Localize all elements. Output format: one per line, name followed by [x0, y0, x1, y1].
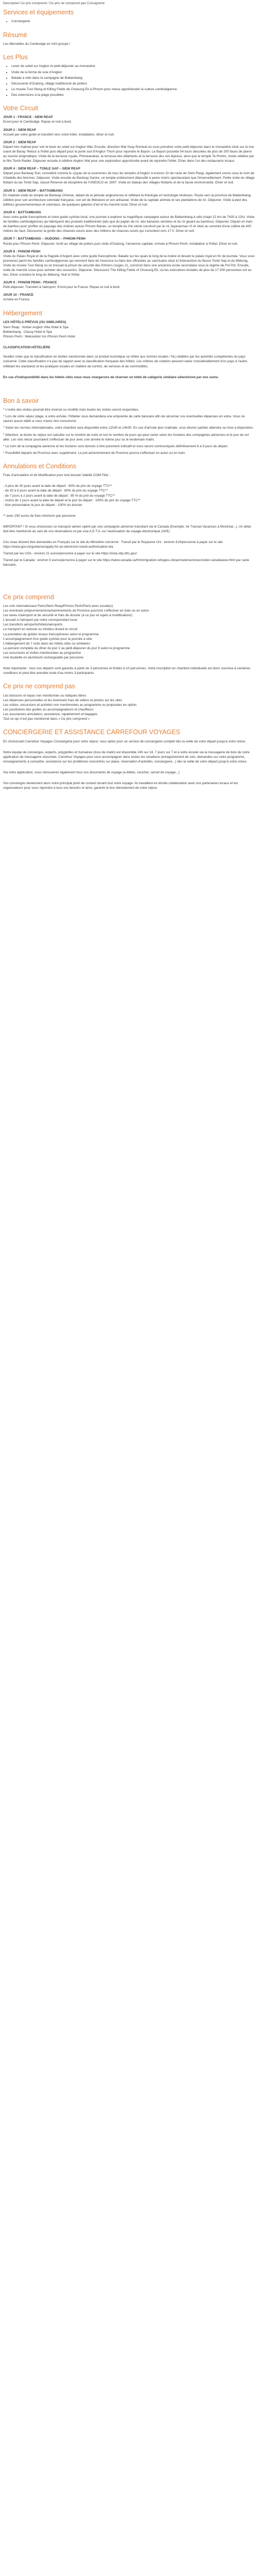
services-title: Services et équipements	[3, 9, 74, 16]
classification-text: Veuillez noter que la classification en étoiles mentionnée dans ce produit touristique se réfère aux normes locales / NL) établies par les autorités compétentes du pays concerné. Cette classification n'a pas de rapport avec la classification française des hôtels. Les critères de notation peuvent varier considérablement d'un pays à l'autre, reflétant les standards et les pratiques locales en matière de confort, de services et de commodités.	[3, 355, 248, 368]
circuit-day	[3, 249, 255, 278]
hebergement-section	[3, 310, 255, 380]
day-title: JOUR 1 : FRANCE - SIEM REAP	[3, 115, 53, 120]
services-section	[3, 9, 255, 24]
classification-bold: En cas d'indisponibilité dans les hôtels cités nous nous chargerons de réserver un hôtel de catégorie similaire sélectionné par nos soins.	[3, 375, 219, 379]
prix-ne-comprend-item: Les visites, excursions et activités non mentionnées au programme ou proposées en option	[3, 703, 137, 707]
prix-ne-comprend-item: Les pourboires des guides ou accompagnateurs et chauffeurs	[3, 707, 94, 711]
plus-list	[3, 64, 255, 97]
day-title: JOUR 9 : PHNOM PENH - FRANCE	[3, 281, 57, 285]
plus-item: • Découverte d'Oudong, village traditionnel de potiers	[11, 81, 255, 86]
circuit-day	[3, 280, 255, 290]
day-text: Petit-déjeuner. Transfert à l'aéroport. Envol pour la France. Repas et nuit à bord.	[3, 285, 121, 290]
day-title: JOUR 2 : SIEM REAP	[3, 128, 36, 132]
day-title: JOUR 6 : BATTAMBANG	[3, 210, 41, 214]
annulations-section	[3, 463, 255, 568]
prix-comprend-item: La prestation de guides locaux francophones selon le programme	[3, 632, 99, 636]
hotel-item: Battambang : Classy Hotel & Spa	[3, 330, 52, 334]
circuit-section	[3, 105, 255, 302]
day-text: Avec votre guide francophone et notre guide cycliste local, une journée à explorer la magnifique campagne autour de Battambang à vélo (trajet 22 km de 7h30 à 12h). Visite de familles cambodgiennes qui fabriquent des produits traditionnels (tels que du papier de riz, des bananes séchées et du riz gluant au bambou). Déjeuner. Départ en train de bambou pour profiter du paysage des rizières autour Phnom Banan, un temple du XIe siècle construit par le roi Jayavarman VI et situé au sommet d'une colline de 400 mètres de haut. Découvrez la grotte des chauves-souris avec des millions de chauves-souris qui s'envolent vers 17 h. Dîner et nuit.	[3, 215, 255, 233]
services-list	[3, 19, 255, 24]
day-text: Arrivée en France.	[3, 298, 30, 302]
resume-section	[3, 31, 255, 46]
prix-ne-comprend-item: Les boissons et repas non mentionnés ou indiqués libres	[3, 693, 86, 698]
plus-title: Les Plus	[3, 54, 28, 61]
bonsavoir-paragraph: * L'ordre des visites pourrait être inversé ou modifié mais toutes les visites seront respectées.	[3, 408, 139, 412]
annulations-line: - de 7 jours à 2 jours avant la date de départ : 95 % du prix du voyage TTC**	[3, 494, 115, 498]
bonsavoir-paragraph: * Lors de votre séjour plage, à votre arrivée, l'hôtelier vous demandera une empreinte de carte bancaire afin de sécuriser vos éventuelles dépenses en extra. Vous ne saurez aucun débit si vous n'avez rien consommé.	[3, 415, 245, 423]
day-title: JOUR 10 : FRANCE	[3, 293, 34, 297]
plus-item: • Visite de la ferme de soie d'Angkor	[11, 70, 255, 75]
hotels-heading: LES HÔTELS PRÉVUS (OU SIMILAIRES)	[3, 320, 67, 324]
services-item: • Conciergerie	[11, 19, 255, 24]
bonsavoir-paragraph: * Selon les normes internationales, votre chambre sera disponible entre 12h30 et 14h00. En cas d'arrivée plus matinale, vous devrez partiels attendre sa mise à disposition.	[3, 426, 254, 430]
prix-comprend-item: Les taxes d'aéroport et de sécurité et frais de dossier (à ce jour et sujets à modifications)	[3, 614, 133, 618]
bonsavoir-paragraph: * Possibilité départs de Province avec supplément. Le pré-acheminement de Province pourra s'effectuer en avion ou en train.	[3, 451, 186, 455]
annulations-line: - de 30 à 8 jours avant la date de départ : 80% du prix du voyage TTC**	[3, 489, 108, 493]
plus-item: • Des extensions à la plage possibles	[11, 93, 255, 97]
classification-heading: CLASSIFICATION HÔTELIÈRE	[3, 346, 51, 350]
conciergerie-paragraph: Via votre application, vous retrouverez également tous vos documents de voyage (e-billets, voucher, carnet de voyage...)	[3, 770, 180, 774]
annulations-line: - moins de 1 jours avant la date de départ et le jour du départ : 100% du prix du voyage TTC**	[3, 498, 140, 502]
day-text: Accueil par votre guide et transfert vers votre hôtel. Installation, dîner et nuit.	[3, 132, 115, 137]
day-title: JOUR 4 : SIEM REAP – TONLE SAP – SIEM REAP	[3, 167, 80, 171]
day-title: JOUR 2 : SIEM REAP	[3, 140, 36, 144]
plus-item: • Balade à vélo dans la campagne de Battambang	[11, 76, 255, 80]
bonsavoir-paragraph: * Le nom de la compagnie aérienne et les horaires sont donnés à titre purement indicatif et vous seront communiqués définitivement 6 à 8 jours du départ.	[3, 444, 229, 448]
annulations-paragraph: Transit par les USA : environ 21 euros/personne à payer sur le site https://esta.cbp.dhs.gov/	[3, 552, 137, 556]
circuit-day	[3, 293, 255, 302]
prix-comprend-title: Ce prix comprend	[3, 593, 54, 601]
circuit-title: Votre Circuit	[3, 104, 39, 112]
annulations-paragraph: Transit par le Canada : environ 5 euros/personne à payer sur le site https://www.canada.ca/fr/immigration-refugies-citoyennete/services/visiter-canada/ave.html par carte bancaire.	[3, 558, 249, 567]
prix-ne-comprend-title: Ce prix ne comprend pas	[3, 683, 75, 690]
annulations-paragraph: Ces visas doivent être demandés en Français sur le site du Ministère concerné : Transit par le Royaume Uni : environ £16/personne à payer sur le site https://www.gov.uk/guidance/apply-for-an-electronic-travel-authorisation-eta	[3, 540, 223, 549]
annulations-note: ** avec 250 euros de frais minimum par personne	[3, 514, 76, 518]
hebergement-title: Hébergement	[3, 309, 42, 317]
prix-ne-comprend-item: Tout ce qui n'est pas mentionné dans « Ce prix comprend »	[3, 717, 90, 721]
prix-ne-comprend-item: Les assurances annulation, assistance, rapatriement et bagages	[3, 713, 98, 716]
prix-comprend-item: Le transport en autocar ou minibus durant le circuit	[3, 628, 77, 632]
circuit-day	[3, 128, 255, 137]
day-text: Visite du Palais Royal et de la Pagode d'Argent avec votre guide francophone. Balade sur les quais le long de la rivière et devant le palais royal en fin de journée. Vous vous promenez parmi les familles cambodgiennes qui viennent faire de l'exercice ou faire des offrandes au sanctuaire situé à l'intersection du fleuve Tonlé Sap et du Mékong. Visite du musée Tuol Sleng où se trouvait la prison de sécurité des Khmers rouges 21, construit dans une ancienne école secondaire sous le régime de Pol Pot. Ensuite, visite du marché russe pour acheter des souvenirs. Déjeuner. Découvrez The Killing Fields of Choeung Ek, où les exécutions brutales de plus de 17 000 personnes ont eu lieu. Dîner croisière le long du Mékong. Nuit à l'hôtel.	[3, 254, 255, 277]
conciergerie-paragraph: Vos concierges deviennent alors votre principal point de contact durant tout votre voyage. Ils travaillent en étroite collaboration avec nos partenaires locaux et les organisateurs pour vous répondre à tous vos besoins et ainsi, garantir le bon déroulement de votre séjour.	[3, 782, 238, 790]
circuit-day	[3, 166, 255, 185]
hotel-item: Siem Reap : Amber Angkor Villa Hotel & Spa	[3, 326, 69, 329]
prix-comprend-item: Les éventuels préjournements/acheminements de Province pourront s'effectuer en train ou en avion.	[3, 609, 150, 613]
annulations-paragraph: Frais d'annulation et de Modification pour tout dossier Valetté COM Fête :	[3, 473, 110, 478]
plus-item: • Le musée Tuol Sleng et Killing Fields de Choeung Ek à Phnom pour mieux appréhender la culture cambodgienne	[11, 87, 255, 92]
plus-section	[3, 54, 255, 97]
prix-comprend-item: La pension complète du dîner du jour 2 au petit-déjeuner du jour 9 selon le programme	[3, 646, 130, 650]
prix-comprend-section	[3, 594, 255, 676]
day-title: JOUR 5 : SIEM REAP – BATTAMBANG	[3, 189, 63, 193]
conciergerie-section	[3, 728, 255, 790]
circuit-day	[3, 140, 255, 163]
plus-item: • Lever de soleil sur Angkor et petit-déjeuner au monastère	[11, 64, 255, 69]
day-text: Envol pour le Cambodge. Repas et nuit à bord.	[3, 120, 72, 124]
annulations-title: Annulations et Conditions	[3, 462, 76, 470]
circuit-day	[3, 115, 255, 124]
breadcrumb: Description Ce prix comprend / Ce prix ne comprend pas Consignerie	[3, 2, 105, 5]
annulations-line: - Non présentation le jour du départ : 100% du dossier	[3, 503, 83, 507]
circuit-day	[3, 189, 255, 207]
bonsavoir-title: Bon à savoir	[3, 397, 39, 404]
annulations-important: IMPORTANT ! Si vous choisissiez un transport aérien opéré par une compagnie aérienne transitant via le Canada (Exemple: Air Transat Vacances à Montréal...). Un délai doit être mentionné au sein de vos réservations et par visa A.E.T.A.-ou l'autorisation de voyage électronique (AVE).	[3, 524, 251, 533]
circuit-day	[3, 210, 255, 233]
conciergerie-paragraph: En choisissant Carrefour Voyages Conciergerie pour votre séjour, vous optez pour un service de conciergerie complet dès la veille de votre départ jusqu'à votre retour.	[3, 739, 246, 743]
resume-text: Les Merveilles du Cambodge en mini groupe !	[3, 42, 71, 46]
conciergerie-title: CONCIERGERIE ET ASSISTANCE CARREFOUR VOYAGES	[3, 728, 181, 736]
resume-title: Résumé	[3, 31, 27, 39]
prix-comprend-note: Note importante : tous nos départs sont garantis à partir de 3 personnes et limités à 10 personnes. Votre inscription en chambre individuelle est donc soumise à certaines conditions et peut être annulée toute d'au moins 3 participants.	[3, 667, 251, 675]
prix-comprend-item: Les transferts aéroports/hôtels/aéroports	[3, 623, 63, 627]
day-title: JOUR 8 : PHNOM PENH	[3, 249, 41, 253]
prix-comprend-item: Une bouteille en aluminium rechargeable par personne	[3, 655, 84, 659]
prix-comprend-item: L'accompagnement d'un guide cycliste pour la journée à vélo	[3, 637, 92, 641]
day-text: Départ pour Banteay Srei, considéré comme le «joyau de la couronne» de tous les temples d'Angkor à environ 1h de route de Siem Reap, également connu sous le nom de Citadelle des femmes. Déjeuner. Visite ensuite de Banteay Samre, un temple entièrement dépouillé à peine moins spectaculaire que l'émerveillement. Petite visite du village flottant du lac Tonlé Sap, classé Réserve de biosphère de l'UNESCO en 1997. Visite en bateau des villages flottants et de la faune environnante. Dîner et nuit.	[3, 172, 255, 185]
prix-ne-comprend-section	[3, 683, 255, 721]
prix-comprend-item: L'accueil à l'aéroport par notre correspondant local	[3, 618, 77, 622]
annulations-line: - A plus de 30 jours avant la date de départ : 60% du prix du voyage TTC**	[3, 484, 112, 488]
day-text: En matinée visite du temple de Banteay Chhmar, datant de la période angkorienne et reflétant la théologie et l'astrologie hindoues. Route vers la province de Battambang, célèbre pour son architecture coloniale française, son art de littérature et son artisanat. Visite de la capitale animée et ses plantations de riz. Déjeuner. Visite à pied des édifices gouvernementaux et coloniaux, de quelques galeries d'art et du marché local. Dîner et nuit.	[3, 193, 252, 207]
prix-comprend-item: Les vols internationaux Paris/Siem Reap/Phnom Penh/Paris avec escale(s)	[3, 604, 114, 608]
conciergerie-paragraph: Notre équipe de concierges, experts, polyglottes et humaines (tous de matin) est disponible 24h sur 24, 7 jours sur 7 et à votre écoute via la messagerie de bois de notre application de messagerie sécurisée. Carrefour Voyages pour vous accompagner dans toutes les situations (enregistrement de vols, demandes sur votre programme, renseignements à connaître, assistance sur les problèmes rencontrés sur place, réservation d'activités, conciergerie...) dès la veille de votre départ jusqu'à votre retour.	[3, 750, 250, 764]
day-text: Départ très matinal pour voir le lever du soleil sur Angkor Wat. Ensuite, direction Wat Svay Romeat où vous prendrez votre petit-déjeuner dans le monastère situé sur la rive ouest de Baray. Retour à l'hôtel puis départ pour la porte sud d'Angkor Thom pour rejoindre le Bayon. Le Bayon possède 54 tours décorées de plus de 200 faces de pierre au sourire énigmatique. Visite de la terrasse royale, Phimeanakas, la terrasse des éléphants et la terrasse des rois lépreux, ainsi que le temple Ta Prohm, rendu célèbre par le film Tomb Raider. Déjeuner ensuite à célèbre Angkor Wat pour une exploration approfondie avant de rejoindre l'hôtel. Dîner dans l'un des restaurants locaux.	[3, 145, 254, 163]
page-content	[0, 0, 258, 798]
day-title: JOUR 7 : BATTAMBANG – OUDONG – PHNOM PENH	[3, 237, 86, 241]
prix-comprend-item: Les excursions et visites mentionnées au programme	[3, 651, 81, 655]
hotel-item: Phnom Penh : Mekoulolor Inn Phnom Penh Hotel	[3, 335, 75, 339]
bonsavoir-paragraph: * Attention, la durée du séjour est calculée sur le nombre de nuits et non le nombre de jours qui peut varier selon les horaires des compagnies aériennes et le jour de vol aller. Les vols retour pourraient s'effectuer de jour avec une arrivée le même jour ou le lendemain matin.	[3, 433, 249, 442]
circuit-day	[3, 236, 255, 246]
bonsavoir-section	[3, 397, 255, 455]
prix-comprend-item: L'hébergement de 7 nuits dans les hôtels cités ou similaires	[3, 641, 90, 646]
day-text: Route pour Phnom Penh. Déjeuner. Arrêt au village de potiers puis visite d'Oudong, l'ancienne capitale. Arrivée à Phnom Penh, installation à l'hôtel. Dîner et nuit.	[3, 242, 238, 246]
prix-ne-comprend-item: Les dépenses personnelles et les éventuels frais de vidéos et photos sur les sites	[3, 698, 122, 702]
